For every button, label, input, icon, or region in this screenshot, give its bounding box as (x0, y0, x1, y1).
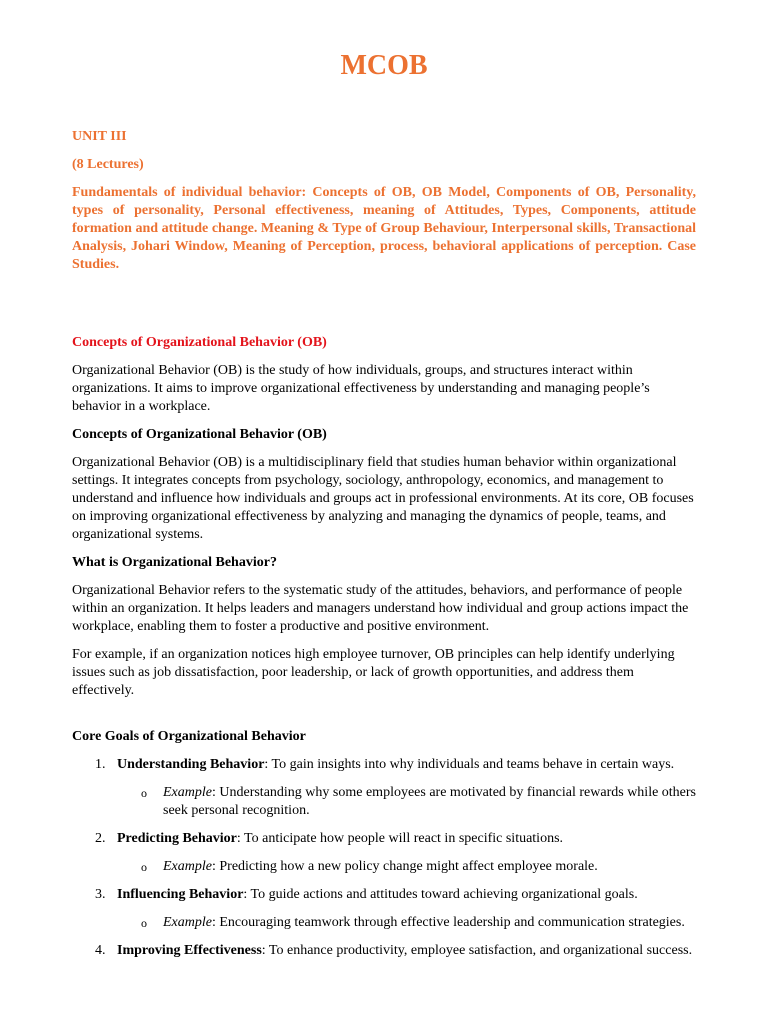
core-goals-list (72, 756, 696, 960)
document-title: MCOB (340, 50, 428, 81)
list-item (72, 756, 696, 820)
example-paragraph: For example, if an organization notices high employee turnover, OB principles can help identify underlying issues such as job dissatisfaction, poor leadership, or lack of growth opportunities, and address them effectively. (72, 647, 675, 698)
goal-term: Predicting Behavior (117, 831, 237, 846)
goal-example (72, 914, 696, 932)
goal-description: : To anticipate how people will react in specific situations. (236, 831, 564, 846)
goal-term: Influencing Behavior (117, 887, 244, 902)
unit-label: UNIT III (72, 129, 127, 144)
example-label: Example (163, 915, 212, 930)
subheading-what-is-ob: What is Organizational Behavior? (72, 555, 277, 570)
list-number: 2. (95, 831, 106, 846)
goal-term: Understanding Behavior (117, 757, 265, 772)
goal-description: : To guide actions and attitudes toward achieving organizational goals. (243, 887, 638, 902)
section-heading-concepts: Concepts of Organizational Behavior (OB) (72, 335, 327, 350)
list-item (72, 886, 696, 932)
list-item (72, 942, 696, 960)
goal-term: Improving Effectiveness (117, 943, 262, 958)
concepts-detail-paragraph: Organizational Behavior (OB) is a multidisciplinary field that studies human behavior within organizational settings. It integrates concepts from psychology, sociology, anthropology, economics, and management to understand and influence how individuals and groups act in professional environments. At its core, OB focuses on improving organizational effectiveness by analyzing and managing the dynamics of people, teams, and organizational systems. (72, 455, 694, 542)
goal-description: : To enhance productivity, employee satisfaction, and organizational success. (261, 943, 693, 958)
subheading-core-goals: Core Goals of Organizational Behavior (72, 729, 306, 744)
subheading-concepts: Concepts of Organizational Behavior (OB) (72, 427, 327, 442)
lecture-count: (8 Lectures) (72, 157, 144, 172)
example-text: : Understanding why some employees are motivated by financial rewards while others seek personal recognition. (163, 785, 697, 818)
bullet-marker: o (141, 860, 147, 874)
example-text: : Predicting how a new policy change might affect employee morale. (211, 859, 598, 874)
example-label: Example (163, 859, 212, 874)
list-number: 3. (95, 887, 106, 902)
goal-description: : To gain insights into why individuals and teams behave in certain ways. (264, 757, 675, 772)
syllabus-summary: Fundamentals of individual behavior: Concepts of OB, OB Model, Components of OB, Personality, types of personality, Personal effectiveness, meaning of Attitudes, Types, Components, attitude formation and attitude change. Meaning & Type of Group Behaviour, Interpersonal skills, Transactional Analysis, Johari Window, Meaning of Perception, process, behavioral applications of perception. Case Studies. (72, 185, 696, 272)
goal-example (72, 784, 696, 820)
concepts-paragraph: Organizational Behavior (OB) is the study of how individuals, groups, and structures interact within organizations. It aims to improve organizational effectiveness by understanding and managing people’s behavior in a workplace. (72, 363, 650, 414)
list-number: 4. (95, 943, 106, 958)
list-number: 1. (95, 757, 106, 772)
bullet-marker: o (141, 916, 147, 930)
example-label: Example (163, 785, 212, 800)
list-item (72, 830, 696, 876)
example-text: : Encouraging teamwork through effective leadership and communication strategies. (211, 915, 685, 930)
goal-example (72, 858, 696, 876)
bullet-marker: o (141, 786, 147, 800)
what-is-ob-paragraph: Organizational Behavior refers to the systematic study of the attitudes, behaviors, and performance of people within an organization. It helps leaders and managers understand how individual and group actions impact the workplace, enabling them to foster a productive and positive environment. (72, 583, 689, 634)
